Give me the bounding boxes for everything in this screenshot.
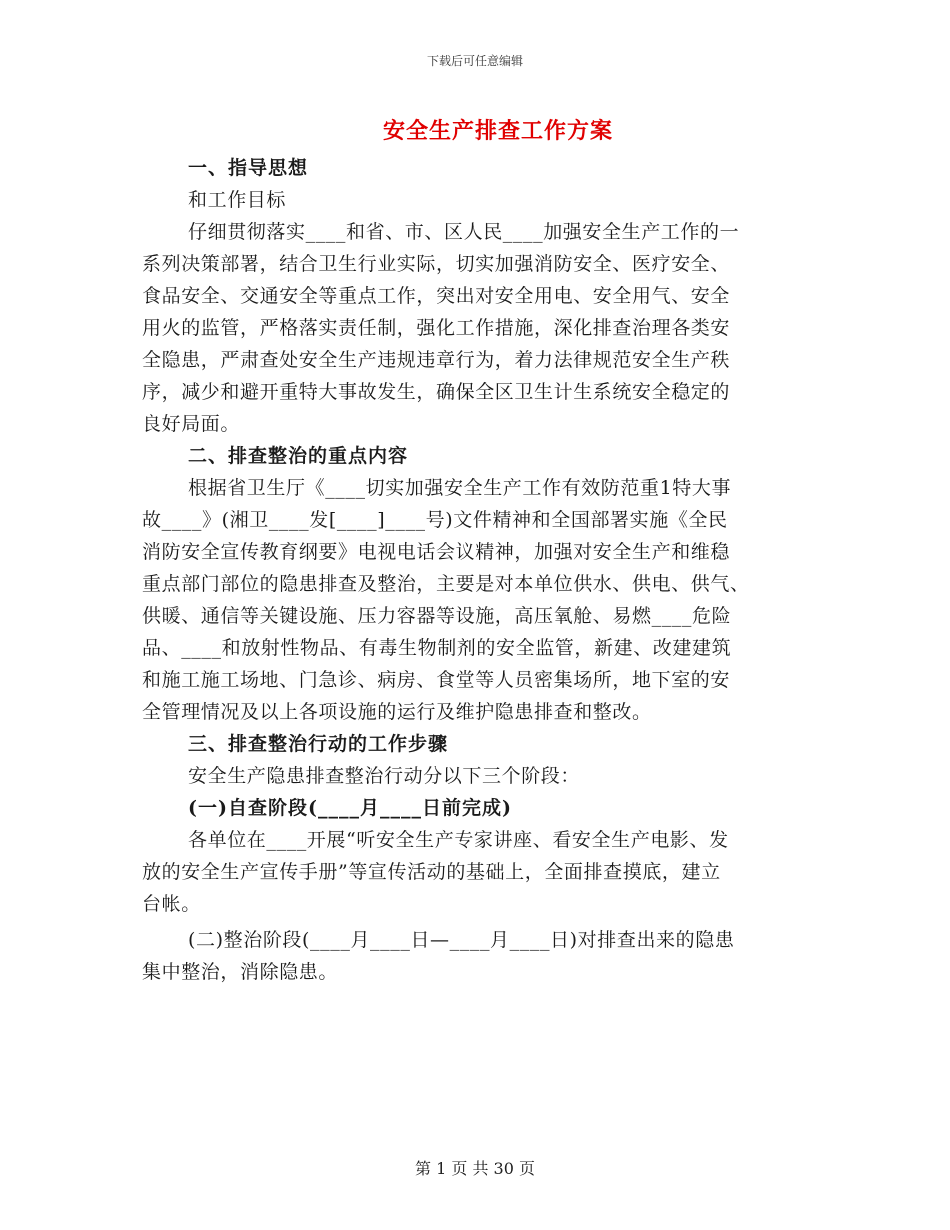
paragraph-line: 食品安全、交通安全等重点工作，突出对安全用电、安全用气、安全 <box>142 285 731 307</box>
paragraph-line: 故____》(湘卫____发[____]____号)文件精神和全国部署实施《全民 <box>142 509 728 531</box>
paragraph-line: 根据省卫生厅《____切实加强安全生产工作有效防范重1特大事 <box>188 477 732 499</box>
subsection-heading-self-check: (一)自查阶段(____月____日前完成) <box>188 797 512 819</box>
page-number: 第 1 页 共 30 页 <box>415 1159 535 1178</box>
paragraph-line: 用火的监管，严格落实责任制，强化工作措施，深化排查治理各类安 <box>142 317 731 339</box>
paragraph-line: 全管理情况及以上各项设施的运行及维护隐患排查和整改。 <box>142 701 652 723</box>
section-heading-guiding-thought: 一、指导思想 <box>188 157 309 179</box>
paragraph-line: 序，减少和避开重特大事故发生，确保全区卫生计生系统安全稳定的 <box>142 381 731 403</box>
paragraph-line: 全隐患，严肃查处安全生产违规违章行为，着力法律规范安全生产秩 <box>142 349 731 371</box>
paragraph-line: 仔细贯彻落实____和省、市、区人民____加强安全生产工作的一 <box>188 221 740 243</box>
document-body <box>142 152 810 988</box>
paragraph-line: 良好局面。 <box>142 413 241 435</box>
section-heading-work-steps: 三、排查整治行动的工作步骤 <box>188 733 449 755</box>
paragraph-line: 和施工施工场地、门急诊、病房、食堂等人员密集场所，地下室的安 <box>142 669 731 691</box>
paragraph-line: 消防安全宣传教育纲要》电视电话会议精神，加强对安全生产和维稳 <box>142 541 731 563</box>
paragraph-line: 供暖、通信等关键设施、压力容器等设施，高压氧舱、易燃____危险 <box>142 605 732 627</box>
paragraph-line: 放的安全生产宣传手册”等宣传活动的基础上，全面排查摸底，建立 <box>142 861 721 883</box>
section-heading-key-content: 二、排查整治的重点内容 <box>188 445 409 467</box>
paragraph-line: 和工作目标 <box>188 189 287 211</box>
paragraph-line: 台帐。 <box>142 893 201 915</box>
paragraph-line: 安全生产隐患排查整治行动分以下三个阶段： <box>188 765 581 787</box>
paragraph-line: 重点部门部位的隐患排查及整治，主要是对本单位供水、供电、供气、 <box>142 573 750 595</box>
paragraph-line: 各单位在____开展“听安全生产专家讲座、看安全生产电影、发 <box>188 829 729 851</box>
paragraph-line: 集中整治，消除隐患。 <box>142 961 339 983</box>
paragraph-line: 系列决策部署，结合卫生行业实际，切实加强消防安全、医疗安全、 <box>142 253 731 275</box>
paragraph-line: 品、____和放射性物品、有毒生物制剂的安全监管，新建、改建建筑 <box>142 637 732 659</box>
document-title: 安全生产排查工作方案 <box>382 118 613 144</box>
subsection-line-rectification: (二)整治阶段(____月____日—____月____日)对排查出来的隐患 <box>188 929 735 951</box>
page-header-note: 下载后可任意编辑 <box>426 54 523 68</box>
